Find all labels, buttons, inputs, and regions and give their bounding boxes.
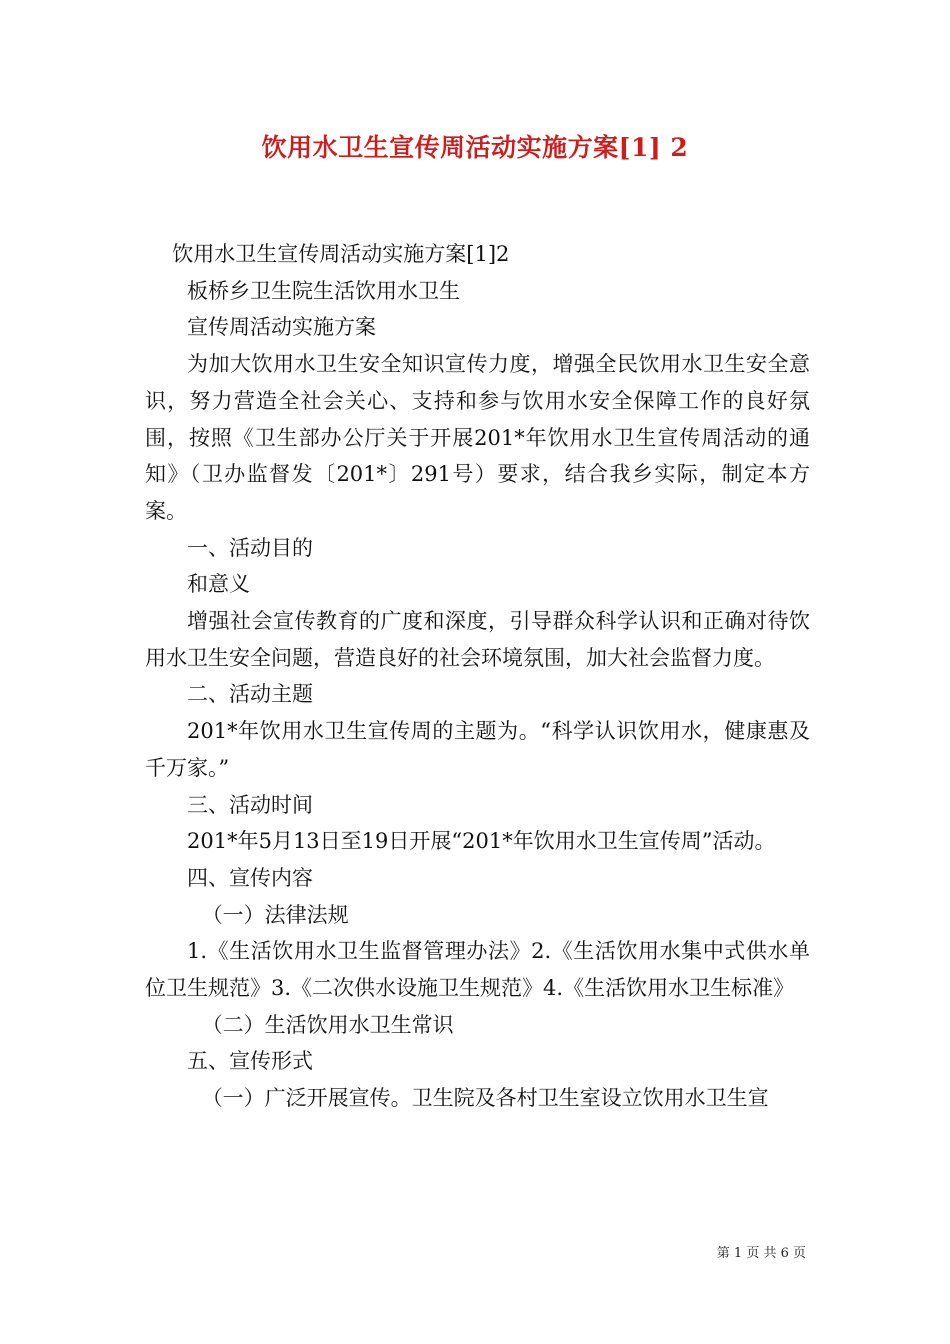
paragraph-introduction: 为加大饮用水卫生安全知识宣传力度，增强全民饮用水卫生安全意识，努力营造全社会关心、支持和参与饮用水安全保障工作的良好氛围，按照《卫生部办公厅关于开展201*年饮用水卫生宣传周活动的通知》（卫办监督发〔201*〕291号）要求，结合我乡实际，制定本方案。 — [145, 352, 810, 523]
paragraph-purpose: 增强社会宣传教育的广度和深度，引导群众科学认识和正确对待饮用水卫生安全问题，营造良好的社会环境氛围，加大社会监督力度。 — [145, 609, 810, 670]
paragraph-theme: 201*年饮用水卫生宣传周的主题为。“科学认识饮用水，健康惠及千万家。” — [145, 719, 810, 780]
section-heading-time: 三、活动时间 — [187, 792, 313, 817]
subsection-heading-knowledge: （二）生活饮用水卫生常识 — [201, 1012, 454, 1037]
section-heading-content: 四、宣传内容 — [187, 865, 313, 890]
paragraph-form-first: （一）广泛开展宣传。卫生院及各村卫生室设立饮用水卫生宣 — [201, 1086, 769, 1111]
section-heading-purpose-cont: 和意义 — [187, 572, 250, 597]
document-title: 饮用水卫生宣传周活动实施方案[1] 2 — [261, 133, 689, 162]
paragraph-plan-name: 宣传周活动实施方案 — [187, 315, 376, 340]
document-body — [145, 236, 810, 1117]
paragraph-subtitle: 饮用水卫生宣传周活动实施方案[1]2 — [172, 242, 510, 266]
subsection-heading-laws: （一）法律法规 — [201, 902, 349, 927]
paragraph-time: 201*年5月13日至19日开展“201*年饮用水卫生宣传周”活动。 — [187, 829, 776, 854]
section-heading-form: 五、宣传形式 — [187, 1049, 313, 1074]
section-heading-purpose: 一、活动目的 — [187, 535, 313, 560]
paragraph-laws-list: 1.《生活饮用水卫生监督管理办法》2.《生活饮用水集中式供水单位卫生规范》3.《二次供水设施卫生规范》4.《生活饮用水卫生标准》 — [145, 939, 810, 1001]
page-number-footer: 第 1 页 共 6 页 — [716, 1246, 806, 1261]
paragraph-organization: 板桥乡卫生院生活饮用水卫生 — [187, 278, 460, 303]
section-heading-theme: 二、活动主题 — [187, 682, 313, 707]
